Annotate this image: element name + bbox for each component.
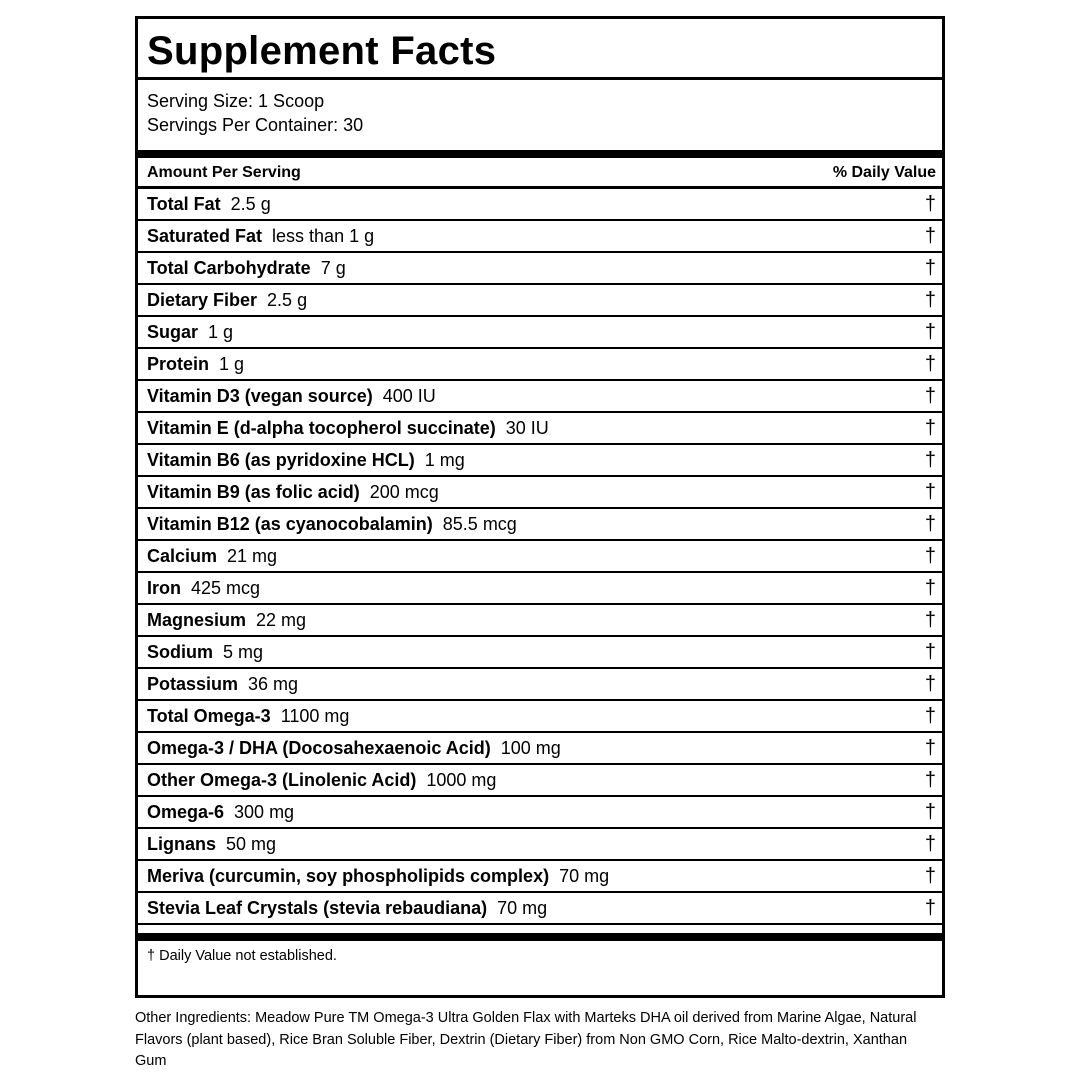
nutrient-row <box>138 189 942 221</box>
daily-value-dagger: † <box>924 704 936 727</box>
nutrient-amount: 2.5 g <box>230 193 271 214</box>
nutrient-name: Total Omega-3 <box>147 705 271 726</box>
nutrient-row <box>138 477 942 509</box>
nutrient-label <box>147 802 294 823</box>
nutrient-row <box>138 285 942 317</box>
nutrient-amount: 21 mg <box>227 545 278 566</box>
daily-value-dagger: † <box>924 672 936 695</box>
nutrient-amount: 100 mg <box>500 737 561 758</box>
nutrient-row <box>138 445 942 477</box>
daily-value-dagger: † <box>924 416 936 439</box>
nutrient-row <box>138 669 942 701</box>
nutrient-label <box>147 898 547 919</box>
nutrient-row <box>138 797 942 829</box>
nutrient-name: Vitamin E (d-alpha tocopherol succinate) <box>147 417 496 438</box>
nutrient-amount: 400 IU <box>382 385 436 406</box>
title-box <box>138 19 942 80</box>
nutrient-rows <box>138 189 942 925</box>
nutrient-name: Stevia Leaf Crystals (stevia rebaudiana) <box>147 897 488 918</box>
nutrient-name: Total Carbohydrate <box>147 257 311 278</box>
nutrient-row <box>138 221 942 253</box>
nutrient-label <box>147 194 271 215</box>
other-ingredients: Other Ingredients: Meadow Pure TM Omega-3 Ultra Golden Flax with Marteks DHA oil derived from Marine Algae, Natural Flavors (plant based), Rice Bran Soluble Fiber, Dextrin (Dietary Fiber) from Non GMO Corn, Rice Malto-dextrin, Xanthan Gum <box>135 1010 917 1069</box>
nutrient-amount: 5 mg <box>223 641 264 662</box>
nutrient-row <box>138 701 942 733</box>
nutrient-row <box>138 733 942 765</box>
amount-per-serving-label: Amount Per Serving <box>147 164 301 181</box>
nutrient-label <box>147 834 276 855</box>
nutrient-row <box>138 573 942 605</box>
nutrient-name: Other Omega-3 (Linolenic Acid) <box>147 769 417 790</box>
daily-value-dagger: † <box>924 832 936 855</box>
nutrient-name: Protein <box>147 353 210 374</box>
nutrient-amount: 1 mg <box>424 449 465 470</box>
nutrient-label <box>147 258 346 279</box>
daily-value-dagger: † <box>924 384 936 407</box>
daily-value-dagger: † <box>924 576 936 599</box>
nutrient-amount: 30 IU <box>505 417 549 438</box>
nutrient-amount: 85.5 mcg <box>442 513 517 534</box>
daily-value-dagger: † <box>924 544 936 567</box>
nutrient-row <box>138 381 942 413</box>
daily-value-dagger: † <box>924 224 936 247</box>
nutrient-name: Iron <box>147 577 181 598</box>
daily-value-dagger: † <box>924 288 936 311</box>
nutrient-row <box>138 893 942 925</box>
nutrient-label <box>147 322 233 343</box>
nutrient-name: Dietary Fiber <box>147 289 258 310</box>
nutrient-amount: 425 mcg <box>191 577 261 598</box>
daily-value-dagger: † <box>924 512 936 535</box>
nutrient-label <box>147 610 306 631</box>
nutrient-amount: 7 g <box>320 257 346 278</box>
nutrient-label <box>147 770 496 791</box>
daily-value-dagger: † <box>924 736 936 759</box>
supplement-facts-panel <box>135 16 945 998</box>
nutrient-name: Vitamin B12 (as cyanocobalamin) <box>147 513 433 534</box>
nutrient-row <box>138 829 942 861</box>
nutrient-row <box>138 861 942 893</box>
nutrient-label <box>147 546 277 567</box>
daily-value-dagger: † <box>924 192 936 215</box>
panel-title: Supplement Facts <box>147 29 497 73</box>
nutrient-label <box>147 578 260 599</box>
nutrient-row <box>138 317 942 349</box>
nutrient-amount: 22 mg <box>256 609 307 630</box>
nutrient-label <box>147 450 465 471</box>
serving-size: Serving Size: 1 Scoop <box>147 91 325 111</box>
amount-header <box>138 158 942 189</box>
nutrient-label <box>147 482 439 503</box>
daily-value-dagger: † <box>924 480 936 503</box>
nutrient-amount: 70 mg <box>559 865 610 886</box>
nutrient-amount: 36 mg <box>248 673 299 694</box>
daily-value-dagger: † <box>924 320 936 343</box>
nutrient-amount: 300 mg <box>234 801 295 822</box>
nutrient-row <box>138 765 942 797</box>
daily-value-dagger: † <box>924 768 936 791</box>
nutrient-row <box>138 605 942 637</box>
nutrient-row <box>138 541 942 573</box>
nutrient-row <box>138 349 942 381</box>
nutrient-label <box>147 290 307 311</box>
nutrient-amount: 70 mg <box>497 897 548 918</box>
nutrient-name: Total Fat <box>147 193 221 214</box>
daily-value-dagger: † <box>924 640 936 663</box>
footnote: † Daily Value not established. <box>147 948 337 964</box>
nutrient-name: Sugar <box>147 321 199 342</box>
daily-value-dagger: † <box>924 800 936 823</box>
nutrient-label <box>147 386 436 407</box>
nutrient-label <box>147 226 374 247</box>
nutrient-name: Vitamin B9 (as folic acid) <box>147 481 360 502</box>
nutrient-amount: 2.5 g <box>267 289 308 310</box>
nutrient-label <box>147 418 549 439</box>
daily-value-label: % Daily Value <box>832 164 936 181</box>
nutrient-name: Calcium <box>147 545 218 566</box>
nutrient-label <box>147 674 298 695</box>
nutrient-name: Meriva (curcumin, soy phospholipids complex) <box>147 865 550 886</box>
daily-value-dagger: † <box>924 608 936 631</box>
nutrient-row <box>138 509 942 541</box>
daily-value-dagger: † <box>924 352 936 375</box>
daily-value-dagger: † <box>924 256 936 279</box>
nutrient-name: Omega-3 / DHA (Docosahexaenoic Acid) <box>147 737 491 758</box>
nutrient-row <box>138 253 942 285</box>
nutrient-name: Magnesium <box>147 609 247 630</box>
servings-per-container: Servings Per Container: 30 <box>147 115 364 135</box>
nutrient-row <box>138 637 942 669</box>
nutrient-amount: 1 g <box>208 321 234 342</box>
nutrient-label <box>147 738 561 759</box>
nutrient-amount: 50 mg <box>226 833 277 854</box>
nutrient-amount: 1 g <box>219 353 245 374</box>
nutrient-amount: 200 mcg <box>369 481 439 502</box>
nutrient-name: Vitamin B6 (as pyridoxine HCL) <box>147 449 415 470</box>
daily-value-dagger: † <box>924 896 936 919</box>
nutrient-amount: less than 1 g <box>272 225 375 246</box>
nutrient-amount: 1000 mg <box>426 769 497 790</box>
thick-divider <box>138 933 942 941</box>
nutrient-label <box>147 642 263 663</box>
daily-value-dagger: † <box>924 448 936 471</box>
daily-value-dagger: † <box>924 864 936 887</box>
nutrient-name: Lignans <box>147 833 217 854</box>
nutrient-name: Vitamin D3 (vegan source) <box>147 385 373 406</box>
nutrient-label <box>147 354 244 375</box>
nutrient-amount: 1100 mg <box>280 705 350 726</box>
serving-info <box>138 80 942 158</box>
nutrient-label <box>147 514 517 535</box>
nutrient-label <box>147 866 609 887</box>
nutrient-name: Sodium <box>147 641 213 662</box>
nutrient-name: Potassium <box>147 673 239 694</box>
nutrient-name: Saturated Fat <box>147 225 263 246</box>
nutrient-row <box>138 413 942 445</box>
nutrient-label <box>147 706 349 727</box>
nutrient-name: Omega-6 <box>147 801 225 822</box>
